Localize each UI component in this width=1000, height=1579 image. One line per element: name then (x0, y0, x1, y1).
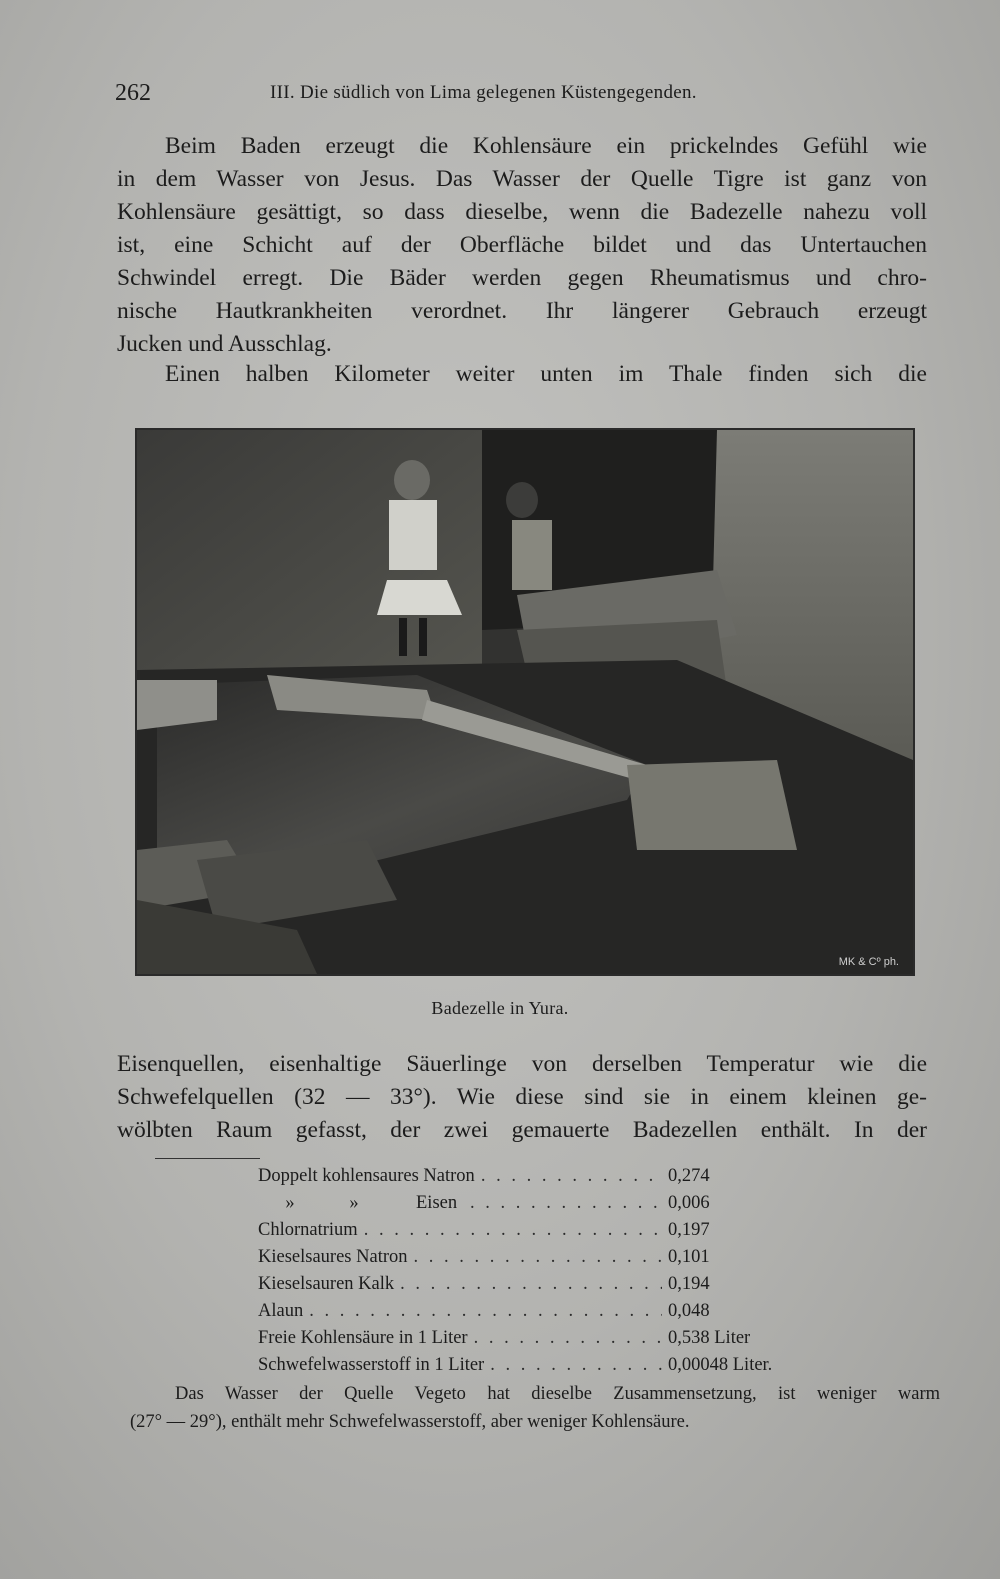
leader-dots (470, 1193, 662, 1214)
footnote-vegeto (130, 1380, 940, 1436)
text-line: Eisenquellen, eisenhaltige Säuerlinge von derselben Temperatur wie die (117, 1051, 927, 1077)
text-line: Schwefelquellen (32 — 33°). Wie diese sind sie in einem kleinen ge- (117, 1084, 927, 1110)
figure-caption: Badezelle in Yura. (431, 998, 569, 1018)
component-name: Doppelt kohlensaures Natron (258, 1166, 475, 1186)
analysis-row (258, 1355, 798, 1382)
leader-dots (481, 1166, 662, 1187)
leader-dots (474, 1328, 662, 1349)
analysis-row (258, 1301, 798, 1328)
ditto-mark: » (349, 1193, 359, 1213)
text-line: ist, eine Schicht auf der Oberfläche bildet und das Untertauchen (117, 232, 927, 258)
leader-dots (309, 1301, 662, 1322)
component-name: Freie Kohlensäure in 1 Liter (258, 1328, 468, 1348)
leader-dots (364, 1220, 662, 1241)
text-line: Das Wasser der Quelle Vegeto hat dieselbe Zusammensetzung, ist weniger warm (175, 1384, 940, 1404)
analysis-row (258, 1193, 798, 1220)
analysis-row (258, 1328, 798, 1355)
photo-credit: MK & Cº ph. (838, 956, 899, 968)
leader-dots (490, 1355, 662, 1376)
text-line: (27° — 29°), enthält mehr Schwefelwasserstoff, aber weniger Kohlensäure. (130, 1412, 690, 1432)
text-line: Einen halben Kilometer weiter unten im Thale finden sich die (165, 361, 927, 387)
component-name: Kieselsaures Natron (258, 1247, 408, 1267)
running-head: III. Die südlich von Lima gelegenen Küstengegenden. (270, 82, 697, 103)
text-line: Schwindel erregt. Die Bäder werden gegen Rheumatismus und chro- (117, 265, 927, 291)
paragraph-bathing-effects (117, 130, 927, 361)
photo-badezelle (135, 428, 915, 976)
component-name: Kieselsauren Kalk (258, 1274, 395, 1294)
component-value: 0,274 (668, 1166, 710, 1186)
component-value: 0,194 (668, 1274, 710, 1294)
leader-dots (400, 1274, 662, 1295)
component-name: Schwefelwasserstoff in 1 Liter (258, 1355, 485, 1375)
analysis-row (258, 1166, 798, 1193)
text-line: in dem Wasser von Jesus. Das Wasser der Quelle Tigre ist ganz von (117, 166, 927, 192)
component-name: Eisen (416, 1193, 458, 1213)
text-line: Jucken und Ausschlag. (117, 331, 332, 357)
text-line: Beim Baden erzeugt die Kohlensäure ein prickelndes Gefühl wie (165, 133, 927, 159)
component-value: 0,538 Liter (668, 1328, 751, 1348)
footnote-rule (155, 1158, 260, 1159)
component-value: 0,006 (668, 1193, 710, 1213)
paragraph-iron-springs (117, 1048, 927, 1147)
analysis-row (258, 1274, 798, 1301)
page-number: 262 (115, 80, 151, 106)
leader-dots (414, 1247, 663, 1268)
component-value: 0,00048 Liter. (668, 1355, 773, 1375)
component-name-ditto (258, 1193, 464, 1214)
component-name: Alaun (258, 1301, 304, 1321)
analysis-row (258, 1220, 798, 1247)
component-value: 0,101 (668, 1247, 710, 1267)
component-name: Chlornatrium (258, 1220, 358, 1240)
text-line: Kohlensäure gesättigt, so dass dieselbe, wenn die Badezelle nahezu voll (117, 199, 927, 225)
component-value: 0,197 (668, 1220, 710, 1240)
component-value: 0,048 (668, 1301, 710, 1321)
text-line: nische Hautkrankheiten verordnet. Ihr längerer Gebrauch erzeugt (117, 298, 927, 324)
analysis-row (258, 1247, 798, 1274)
ditto-mark: » (285, 1193, 295, 1213)
text-line: wölbten Raum gefasst, der zwei gemauerte Badezellen enthält. In der (117, 1117, 927, 1143)
paragraph-half-kilometer (117, 358, 927, 391)
photo-illustration (137, 430, 913, 974)
page-header (115, 80, 935, 116)
analysis-table (258, 1166, 798, 1382)
